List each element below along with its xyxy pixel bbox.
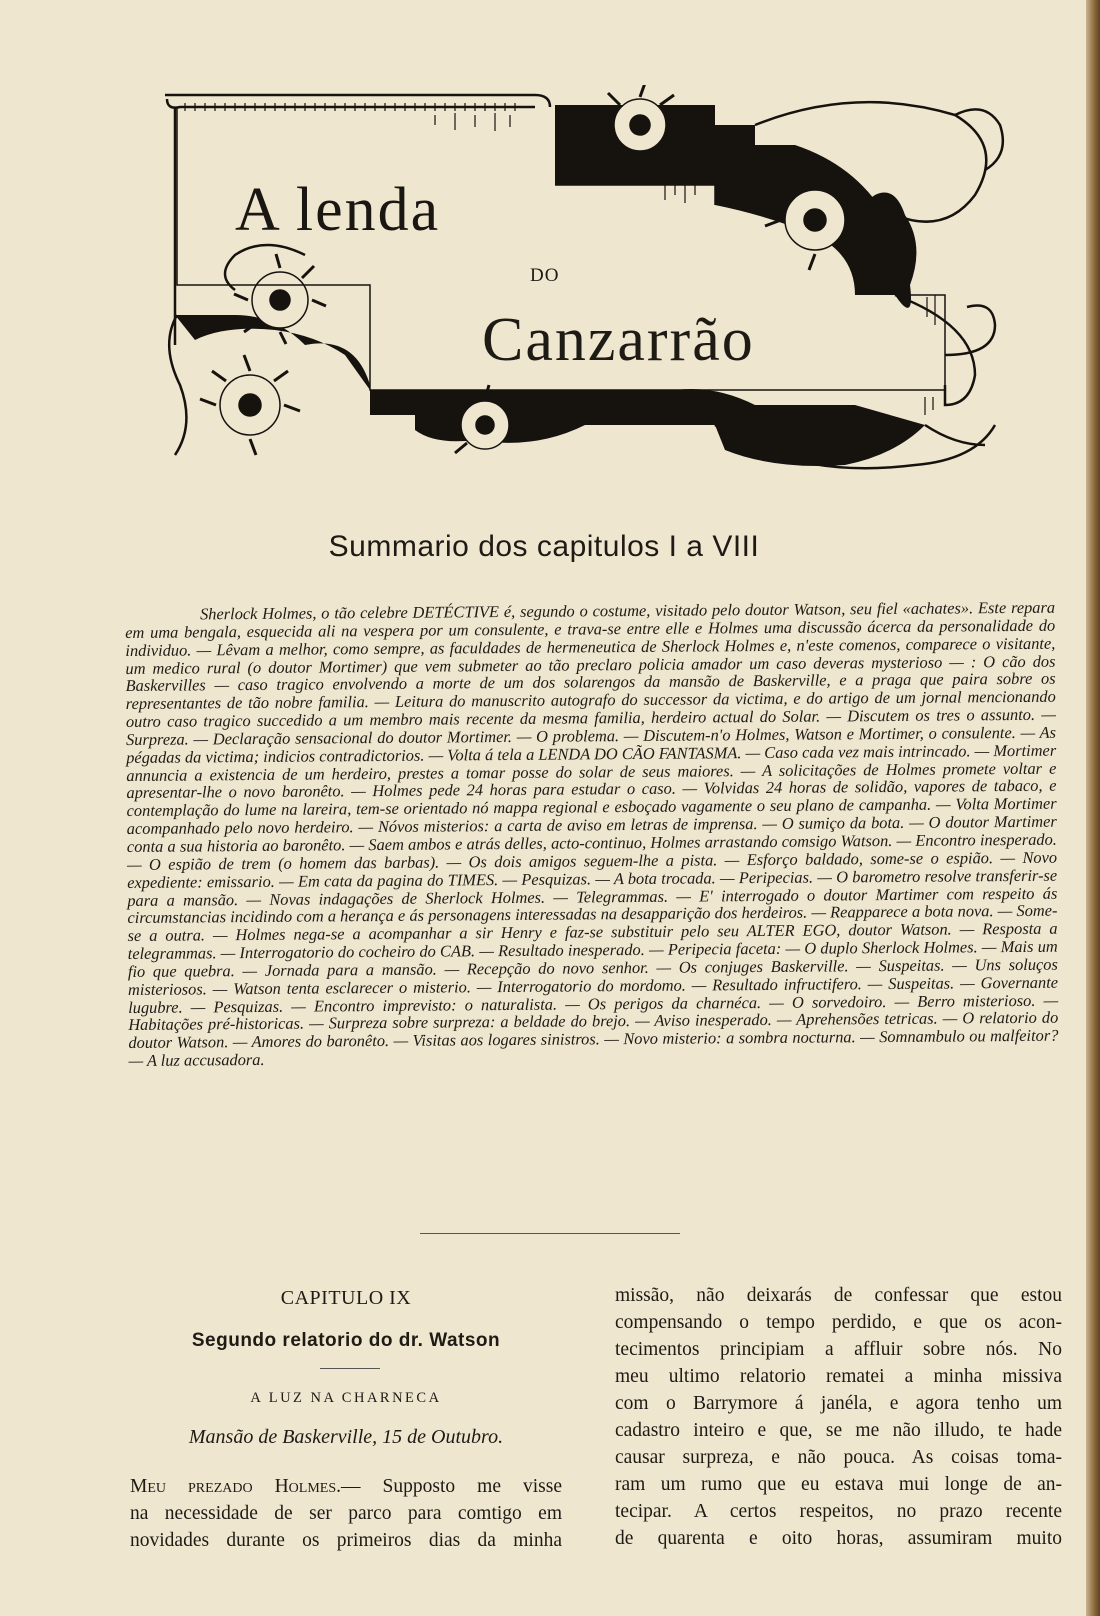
right-column-text (615, 1282, 1062, 1552)
letter-dateline: Mansão de Baskerville, 15 de Outubro. (188, 1426, 504, 1448)
right-line: compensando o tempo perdido, e que os acon- (615, 1312, 1062, 1333)
right-line: missão, não deixarás de confessar que estou (615, 1285, 1062, 1306)
banner-title-line2: DO (530, 265, 560, 286)
right-line: meu ultimo relatorio rematei a minha missiva (615, 1366, 1062, 1387)
page-binding-edge (1086, 0, 1100, 1616)
right-line: causar surpreza, e não pouca. As coisas toma- (615, 1447, 1062, 1468)
right-line: tecimentos principiam a affluir sobre nós. No (615, 1339, 1062, 1360)
right-line: de quarenta e oito horas, assumiram muito (615, 1528, 1062, 1549)
right-line: tecipar. A certos respeitos, no prazo recente (615, 1501, 1062, 1522)
chapter-subtitle: Segundo relatorio do dr. Watson (191, 1330, 501, 1351)
chapter-section-heading: A LUZ NA CHARNECA (250, 1390, 442, 1406)
banner-title-line3: Canzarrão (482, 306, 755, 374)
right-line: ram um rumo que eu estava mui longe de an- (615, 1474, 1062, 1495)
subtitle-rule (320, 1368, 380, 1369)
right-line: cadastro inteiro e que, se me não illudo, te hade (615, 1420, 1062, 1441)
left-line: novidades durante os primeiros dias da minha (130, 1530, 562, 1551)
left-column-text (130, 1473, 562, 1554)
floral-ornament-illustration (155, 85, 1015, 480)
section-divider (420, 1233, 680, 1234)
summary-paragraph: Sherlock Holmes, o tão celebre DETÉCTIVE é, segundo o costume, visitado pelo doutor Watson, seu fiel «achates». Este repara em uma bengala, esquecida ali na vespera por um consulente, e trava-se entre elle e Holmes uma discussão ácerca da personalidade do individuo. — Lêvam a melhor, como sempre, as faculdades de hermeneutica de Sherlock Holmes e, n'este comenos, comparece o visitante, um medico rural (o doutor Mortimer) que vem submeter ao tão preclaro policia amador um caso deveras mysterioso — : O cão dos Baskervilles — caso tragico envolvendo a morte de um dos solarengos da mansão de Baskerville, e a praga que paira sobre os representantes de tão nobre familia. — Leitura do manuscrito autografo do successor da victima, e do artigo de um jornal mencionando outro caso tragico succedido a um membro mais recente da mesma familia, herdeiro actual do Solar. — Discutem os tres o assunto. — Surpreza. — Declaração sensacional do doutor Mortimer. — O problema. — Discutem-n'o Holmes, Watson e Mortimer, o consulente. — As pégadas da victima; indicios contradictorios. — Volta á tela a LENDA DO CÃO FANTASMA. — Caso cada vez mais intrincado. — Mortimer annuncia a existencia de um herdeiro, prestes a tomar posse do solar de seus maiores. — A solicitações de Holmes promete voltar e apresentar-lhe o novo baronêto. — Holmes pede 24 horas para estudar o caso. — Volvidas 24 horas de solidão, vapores de tabaco, e contemplação do lume na lareira, tem-se orientado nó mappa regional e esboçado vagamente o seu plano de campanha. — Volta Mortimer acompanhado pelo novo herdeiro. — Nóvos misterios: a carta de aviso em letras de imprensa. — O sumiço da bota. — O doutor Martimer conta a sua historia ao baronêto. — Saem ambos e atrás delles, acto-continuo, Holmes arrastando comsigo Watson. — Encontro inesperado. — O espião de trem (o homem das barbas). — Os dois amigos seguem-lhe a pista. — Esforço baldado, some-se o espião. — Novo expediente: emissario. — Em cata da pagina do TIMES. — Pesquizas. — A bota trocada. — Peripecias. — O barometro resolve transferir-se para a mansão. — Novas indagações de Sherlock Holmes. — Telegrammas. — E' interrogado o doutor Martimer com respeito ás circumstancias incidindo com a herança e ás personagens interessadas na desapparição dos herdeiros. — Reapparece a bota nova. — Some-se a outra. — Holmes nega-se a acompanhar a sir Henry e faz-se substituir pelo seu ALTER EGO, doutor Watson. — Resposta a telegrammas. — Interrogatorio do cocheiro do CAB. — Resultado inesperado. — Peripecia faceta: — O duplo Sherlock Holmes. — Mais um fio que quebra. — Jornada para a mansão. — Recepção do novo senhor. — Os conjuges Baskerville. — Suspeitas. — Uns soluços misteriosos. — Watson tenta esclarecer o misterio. — Interrogatorio do mordomo. — Resultado infructifero. — Suspeitas. — Governante lugubre. — Pesquizas. — Encontro imprevisto: o naturalista. — Os perigos da charnéca. — O sorvedoiro. — Berro misterioso. — Habitações pré-historicas. — Surpreza sobre surpreza: a beldade do brejo. — Aviso inesperado. — Aprehensões tetricas. — O relatorio do doutor Watson. — Amores do baronêto. — Visitas aos logares sinistros. — Novo misterio: a sombra nocturna. — Somnambulo ou malfeitor? — A luz accusadora. (125, 597, 1059, 1071)
title-banner (155, 85, 1015, 480)
left-line: na necessidade de ser parco para comtigo em (130, 1503, 562, 1524)
summary-heading: Summario dos capitulos I a VIII (328, 530, 760, 563)
left-line: — Supposto me visse (341, 1476, 562, 1497)
letter-salutation: Meu prezado Holmes. (130, 1476, 342, 1497)
banner-title-line1: A lenda (235, 176, 441, 244)
chapter-title: CAPITULO IX (280, 1287, 412, 1309)
right-line: com o Barrymore á janéla, e agora tenho um (615, 1393, 1062, 1414)
